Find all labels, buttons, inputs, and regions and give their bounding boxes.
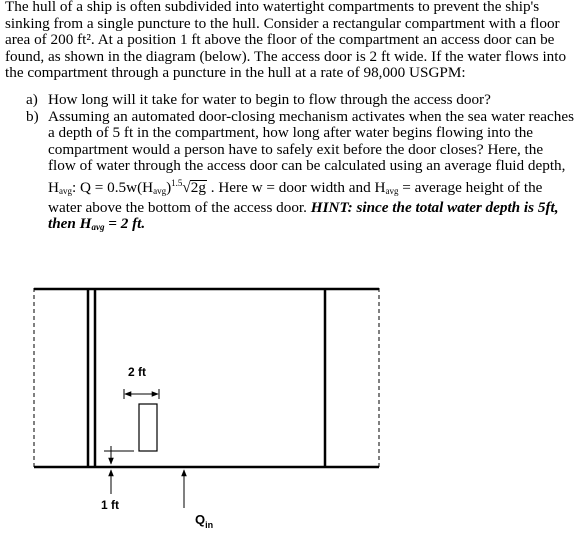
- havg-sub-3: avg: [385, 185, 399, 196]
- door-width-label: 2 ft: [128, 365, 146, 379]
- door-height-label: 1 ft: [101, 498, 119, 512]
- equation-prefix: : Q = 0.5w(H: [71, 178, 154, 196]
- havg-sub-4: avg: [91, 222, 105, 233]
- sqrt-symbol: √: [182, 178, 191, 196]
- access-door: [139, 404, 157, 451]
- equation-exponent: 1.5: [171, 177, 183, 188]
- hint-part-1: HINT: since the total water depth is 5ft, then H: [48, 198, 559, 233]
- flow-equation: : $Q = 0.5w(H_{avg})^{1.5}√2g$: [71, 177, 206, 196]
- part-b-text-2: . Here w = door width and H: [210, 178, 386, 196]
- sqrt-argument: 2g: [190, 178, 206, 196]
- flow-label: [195, 512, 213, 530]
- havg-sub-2: avg: [153, 185, 167, 196]
- part-a-letter: a): [26, 91, 38, 108]
- part-b-letter: b): [26, 107, 39, 125]
- part-b-text-1: Assuming an automated door-closing mechanism activates when the sea water reaches a depth of 5 ft in the compartment, how long after water begins flowing into the compartment would a person have to safely exit before the door closes? Here, the flow of water through the access door can be calculated using an average fluid depth, H: [48, 107, 575, 196]
- part-a-text: How long will it take for water to begin to flow through the access door?: [48, 91, 491, 108]
- intro-text: The hull of a ship is often subdivided into watertight compartments to prevent the ship's sinking from a single puncture to the hull. Consider a rectangular compartment with a floor area of 200 ft². At a position 1 ft above the floor of the compartment an access door can be found, as shown in the diagram (below). The access door is 2 ft wide. If the water flows into the compartment through a puncture in the hull at a rate of 98,000 USGPM:: [5, 0, 567, 82]
- part-b-text-3: = average height of the water above the bottom of the access door.: [48, 178, 543, 216]
- flow-label-q: Q: [195, 512, 206, 527]
- hint-part-2: = 2 ft.: [108, 215, 146, 233]
- havg-sub-1: avg: [58, 185, 72, 196]
- flow-label-sub: in: [205, 520, 214, 530]
